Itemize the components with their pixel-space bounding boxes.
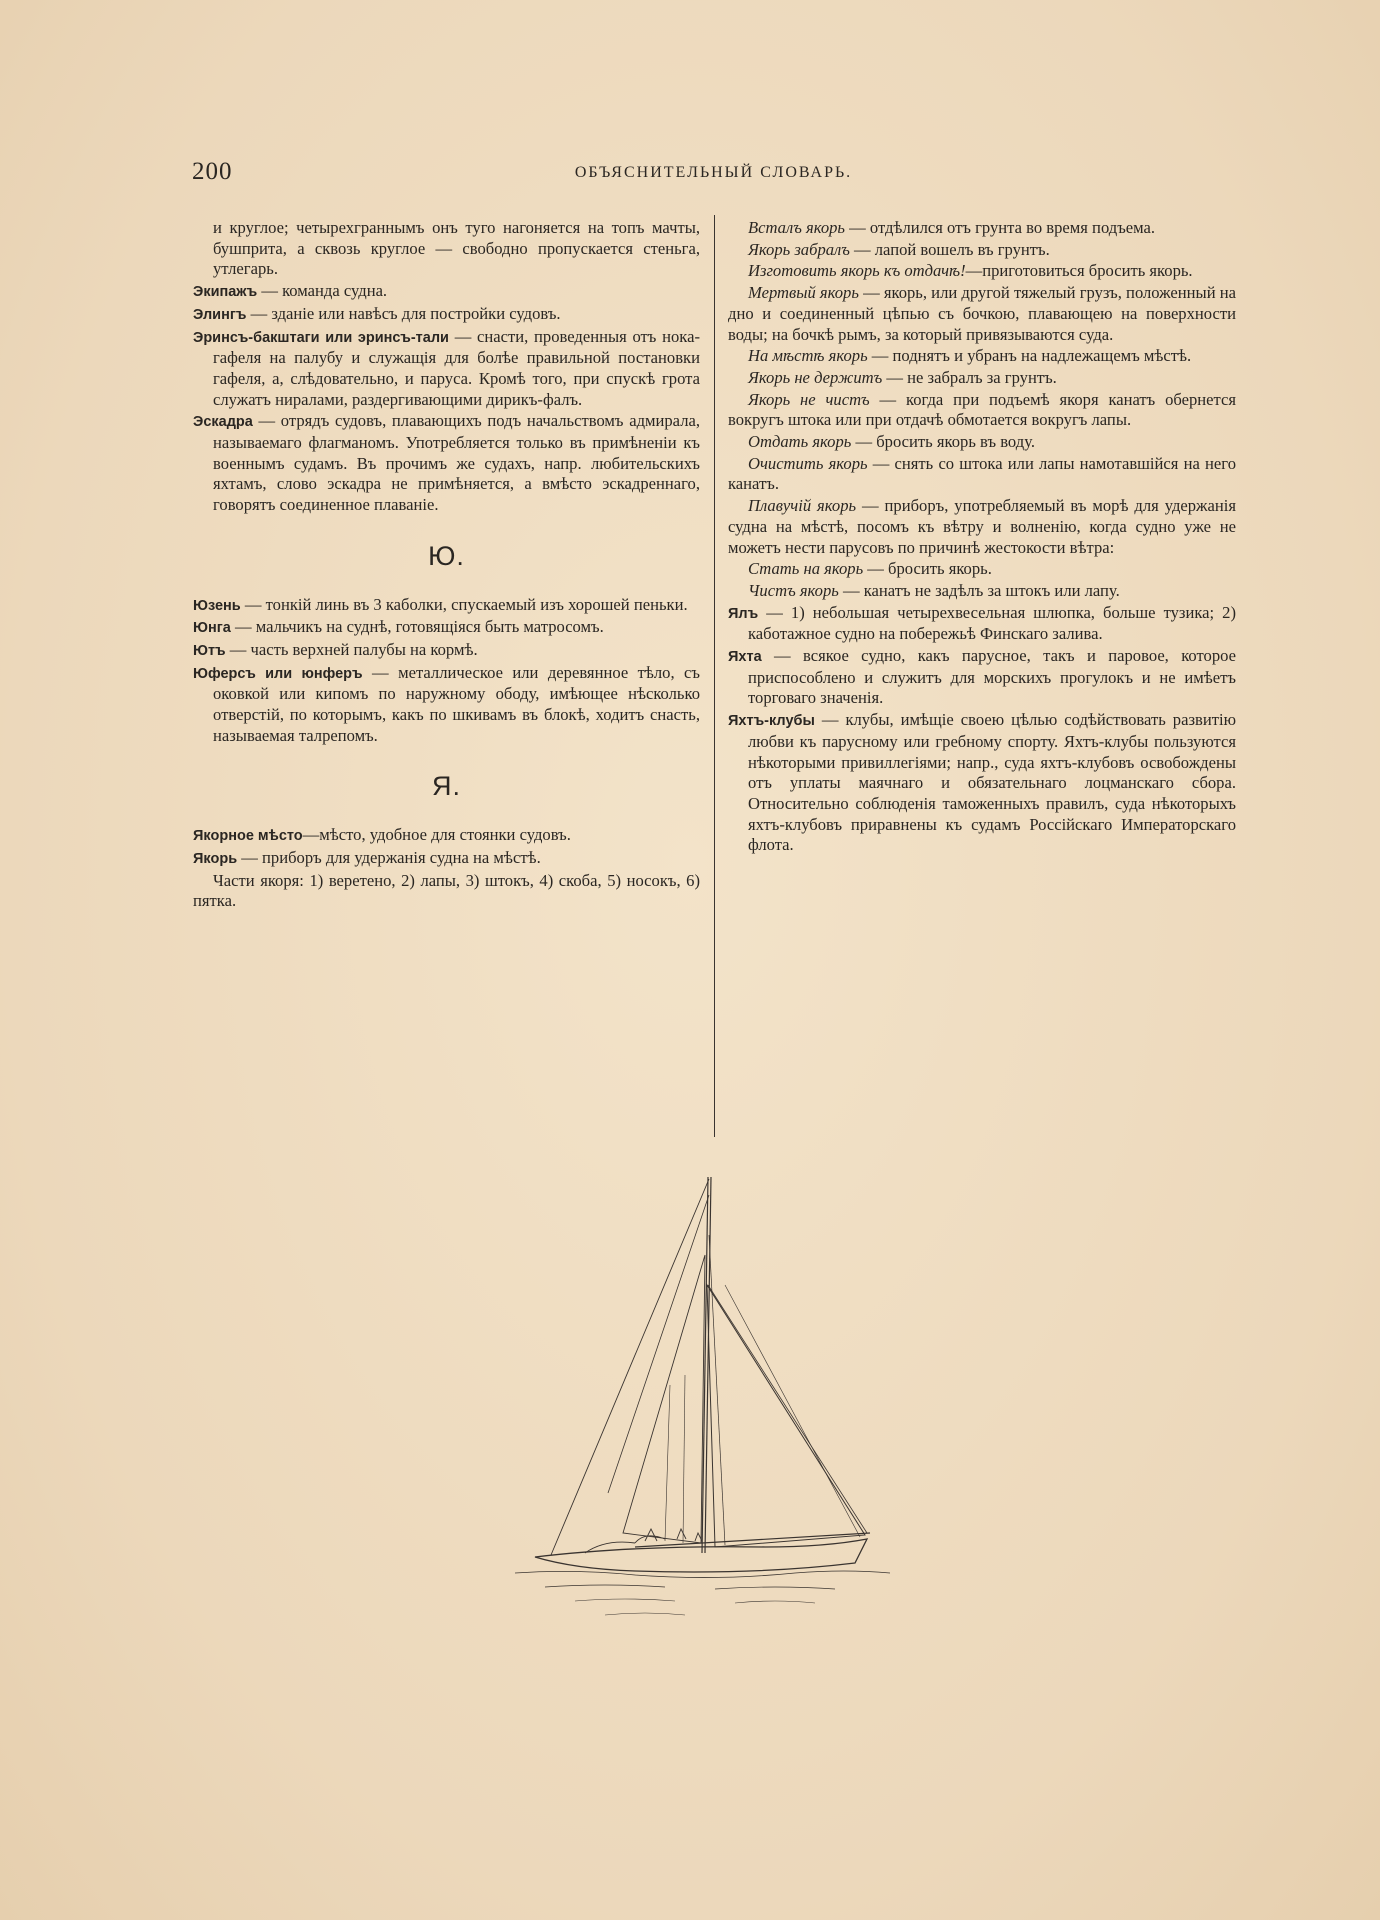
dictionary-entry — [193, 617, 700, 639]
headword: Эринсъ-бакштаги или эринсъ-тали — [193, 329, 449, 346]
phrase: Якорь забралъ — [748, 239, 850, 259]
section-heading-yu: Ю. — [428, 540, 465, 571]
definition: — часть верхней палубы на кормѣ. — [225, 639, 478, 659]
dictionary-entry — [193, 663, 700, 747]
phrase: Чистъ якорь — [748, 580, 839, 600]
definition: — поднятъ и убранъ на надлежащемъ мѣстѣ. — [867, 346, 1192, 366]
phrase-entry — [728, 496, 1236, 558]
phrase: Якорь не чистъ — [748, 389, 870, 409]
dictionary-entry — [193, 595, 700, 617]
anchor-parts: Части якоря: 1) веретено, 2) лапы, 3) штокъ, 4) скоба, 5) носокъ, 6) пятка. — [193, 870, 700, 911]
definition: — отрядъ судовъ, плавающихъ подъ начальствомъ адмирала, называемаго флагманомъ. Употребляется только въ примѣненіи къ военнымъ судамъ. Въ прочимъ же судахъ, напр. любительскихъ яхтамъ, слово эскадра не примѣняется, а вмѣсто эскадреннаго, говорятъ соединенное плаваніе. — [213, 411, 700, 515]
headword: Юферсъ или юнферъ — [193, 665, 363, 682]
section-heading-ya: Я. — [432, 771, 461, 802]
definition: — отдѣлился отъ грунта во время подъема. — [844, 218, 1156, 237]
definition: — бросить якорь. — [863, 559, 992, 579]
phrase: Якорь не держитъ — [748, 367, 883, 387]
headword: Якорь — [193, 850, 238, 867]
phrase: Мертвый якорь — [748, 283, 859, 303]
definition: — не забралъ за грунтъ. — [882, 367, 1057, 387]
phrase: Очистить якорь — [748, 453, 868, 473]
definition: — приборъ для удержанія судна на мѣстѣ. — [237, 847, 541, 867]
headword: Якорное мѣсто — [193, 828, 303, 845]
phrase: Изготовить якорь къ отдачѣ! — [748, 261, 966, 281]
column-divider — [714, 215, 715, 1137]
definition: —приготовиться бросить якорь. — [965, 261, 1193, 281]
dictionary-entry — [193, 825, 700, 847]
definition: — тонкій линь въ 3 каболки, спускаемый изъ хорошей пеньки. — [240, 594, 688, 614]
definition: — канатъ не задѣлъ за штокъ или лапу. — [838, 580, 1120, 600]
definition: — команда судна. — [257, 281, 388, 301]
page-header — [192, 158, 1235, 188]
dictionary-entry — [193, 327, 700, 411]
phrase-entry — [728, 559, 1236, 580]
definition: —мѣсто, удобное для стоянки судовъ. — [302, 825, 571, 845]
phrase: Всталъ якорь — [748, 218, 845, 237]
definition: — бросить якорь въ воду. — [851, 432, 1035, 452]
right-column — [728, 218, 1236, 857]
headword: Элингъ — [193, 306, 247, 323]
dictionary-entry — [193, 640, 700, 662]
definition: — приборъ, употребляемый въ морѣ для удержанія судна на мѣстѣ, посомъ къ вѣтру и волненію, когда судно уже не можетъ нести парусовъ по причинѣ жестокости вѣтра: — [728, 496, 1237, 557]
page-number: 200 — [192, 158, 233, 185]
phrase-entry — [728, 218, 1236, 239]
headword: Ялъ — [728, 605, 759, 622]
definition: — всякое судно, какъ парусное, такъ и паровое, которое приспособлено и служитъ для морскихъ прогулокъ и не имѣетъ торговаго значенія. — [748, 646, 1236, 708]
phrase: Отдать якорь — [748, 432, 852, 452]
headword: Экипажъ — [193, 284, 258, 301]
phrase-entry — [728, 454, 1236, 495]
phrase-entry — [728, 240, 1236, 261]
definition: — зданіе или навѣсъ для постройки судовъ. — [246, 303, 561, 323]
definition: — снять со штока или лапы намотавшійся на него канатъ. — [728, 453, 1236, 494]
phrase-entry — [728, 283, 1236, 345]
dictionary-entry — [728, 603, 1236, 645]
headword: Ютъ — [193, 642, 226, 659]
sailboat-illustration — [515, 1175, 895, 1635]
phrase: На мѣстѣ якорь — [748, 346, 868, 366]
dictionary-entry — [193, 411, 700, 516]
running-title: ОБЪЯСНИТЕЛЬНЫЙ СЛОВАРЬ. — [574, 164, 853, 181]
definition: — 1) небольшая четырехвесельная шлюпка, больше тузика; 2) каботажное судно на побережьѣ Финскаго залива. — [748, 602, 1236, 644]
dictionary-entry — [193, 304, 700, 326]
phrase: Стать на якорь — [748, 559, 864, 579]
phrase-entry — [728, 261, 1236, 282]
phrase-entry — [728, 390, 1236, 431]
phrase-entry — [728, 581, 1236, 602]
headword: Яхтъ-клубы — [728, 713, 815, 730]
headword: Эскадра — [193, 414, 253, 431]
definition: — металлическое или деревянное тѣло, съ оковкой или кипомъ по наружному ободу, имѣющее нѣсколько отверстій, по которымъ, какъ по шкивамъ въ блокѣ, ходитъ снасть, называемая талрепомъ. — [213, 662, 700, 745]
continued-entry: и круглое; четырехграннымъ онъ туго нагоняется на топъ мачты, бушприта, а сквозь круглое — свободно пропускается стеньга, утлегарь. — [213, 218, 700, 279]
definition: — якорь, или другой тяжелый грузъ, положенный на дно и соединенный цѣпью съ бочкою, плавающею на поверхности воды; на бочкѣ рымъ, за который привязываются суда. — [728, 283, 1236, 344]
definition: — мальчикъ на суднѣ, готовящіяся быть матросомъ. — [230, 617, 604, 637]
dictionary-entry — [728, 646, 1236, 709]
dictionary-entry — [193, 848, 700, 870]
headword: Юнга — [193, 620, 231, 637]
headword: Юзень — [193, 597, 241, 614]
dictionary-entry — [193, 281, 700, 303]
definition: — клубы, имѣщіе своею цѣлью содѣйствовать развитію любви къ парусному или гребному спорту. Яхтъ-клубы пользуются нѣкоторыми привиллегіями; напр., суда яхтъ-клубовъ освобождены отъ уплаты маячнаго и обязательнаго лоцманскаго сбора. Относительно соблюденія таможенныхъ правилъ, суда нѣкоторыхъ яхтъ-клубовъ приравнены къ судамъ Россійскаго Императорскаго флота. — [748, 710, 1236, 855]
left-column — [193, 218, 700, 913]
phrase-entry — [728, 346, 1236, 367]
definition: — лапой вошелъ въ грунтъ. — [849, 239, 1050, 259]
definition: — снасти, проведенныя отъ нока-гафеля на палубу и служащія для болѣе правильной постановки гафеля, а, слѣдовательно, и паруса. Кромѣ того, при спускѣ грота служатъ ниралами, раздергивающими дирикъ-фалъ. — [213, 326, 700, 409]
dictionary-entry — [728, 710, 1236, 856]
phrase: Плавучій якорь — [748, 496, 857, 516]
phrase-entry — [728, 432, 1236, 453]
headword: Яхта — [728, 649, 762, 666]
definition: — когда при подъемѣ якоря канатъ обернется вокругъ штока или при отдачѣ обмотается вокругъ лапы. — [728, 389, 1237, 430]
phrase-entry — [728, 368, 1236, 389]
